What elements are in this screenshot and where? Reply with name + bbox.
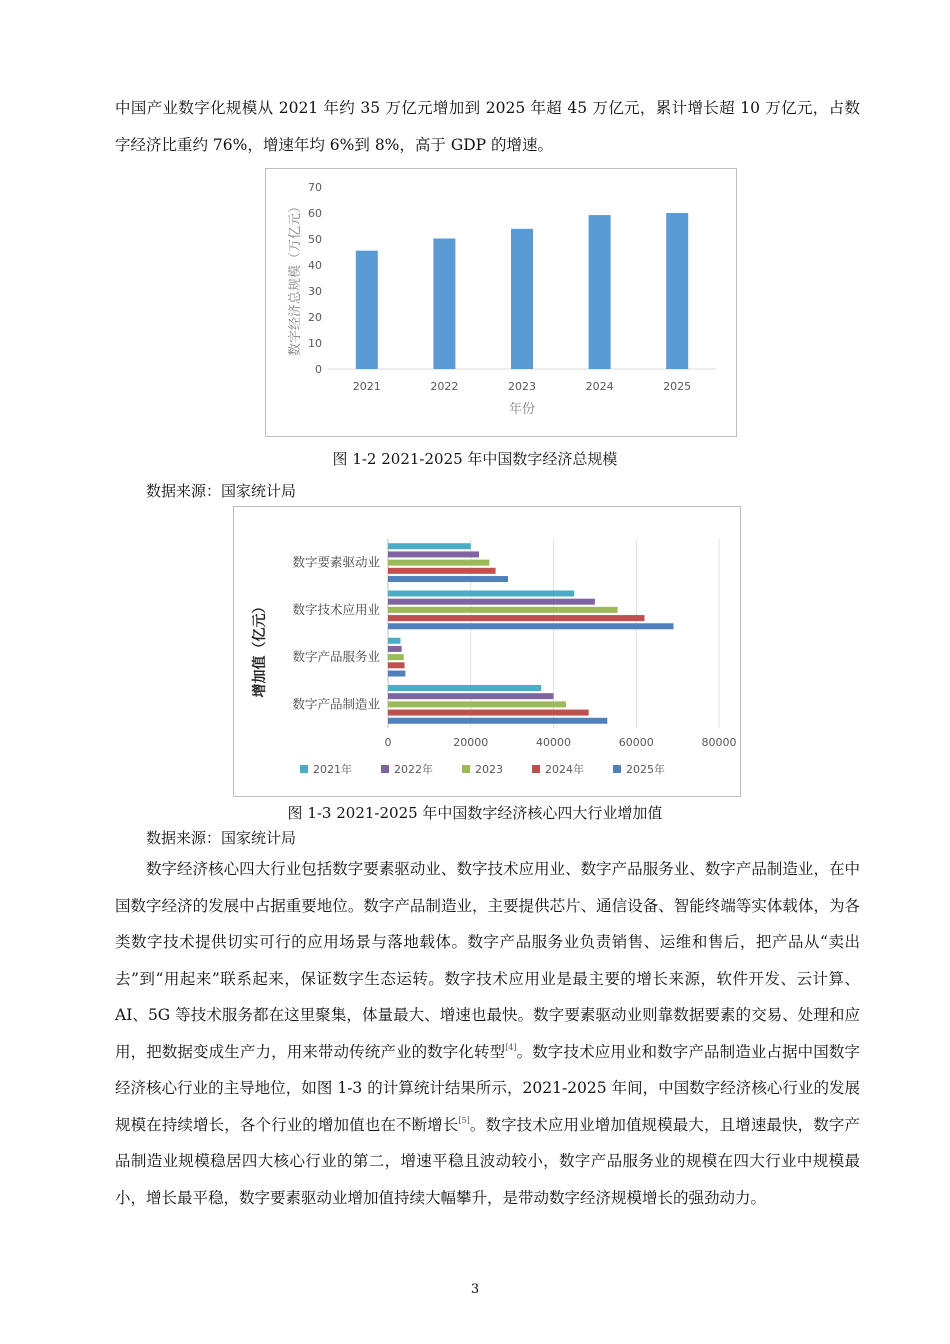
category-label: 数字产品服务业	[292, 649, 380, 665]
x-tick-label: 80000	[701, 736, 737, 749]
bar-数字产品服务业-2022年	[388, 646, 402, 652]
body-paragraph	[115, 851, 860, 1216]
bar-数字产品服务业-2023	[388, 654, 404, 660]
y-tick-label: 40	[308, 259, 322, 272]
bar-数字技术应用业-2023	[388, 607, 618, 613]
legend-label: 2022年	[394, 763, 433, 776]
x-tick-label: 2025	[663, 380, 692, 393]
bar-数字技术应用业-2022年	[388, 599, 595, 605]
legend-swatch	[462, 765, 470, 773]
bar-数字技术应用业-2025年	[388, 623, 673, 629]
legend-label: 2023	[475, 763, 503, 776]
x-tick-label: 2022	[430, 380, 459, 393]
x-tick-label: 2021	[352, 380, 381, 393]
category-label: 数字技术应用业	[292, 601, 380, 617]
category-label: 数字产品制造业	[292, 696, 380, 712]
bar-2025	[666, 213, 688, 369]
page-number: 3	[470, 1282, 480, 1297]
bar-数字产品服务业-2024年	[388, 662, 405, 668]
x-tick-label: 20000	[453, 736, 489, 749]
figure2-caption: 图 1-3 2021-2025 年中国数字经济核心四大行业增加值	[287, 804, 663, 822]
bar-数字产品制造业-2025年	[388, 718, 607, 724]
bar-2024	[589, 215, 611, 369]
total-scale-chart	[266, 169, 736, 436]
y-tick-label: 60	[308, 207, 322, 220]
y-tick-label: 30	[308, 285, 322, 298]
bar-数字产品制造业-2021年	[388, 685, 541, 691]
figure-core-industries	[233, 506, 741, 797]
intro-paragraph: 中国产业数字化规模从 2021 年约 35 万亿元增加到 2025 年超 45 万亿元，累计增长超 10 万亿元，占数字经济比重约 76%，增速年均 6%到 8%，高于 GDP 的增速。	[115, 99, 860, 154]
bar-数字产品制造业-2022年	[388, 693, 554, 699]
bar-数字产品服务业-2021年	[388, 638, 400, 644]
figure-total-scale	[265, 168, 737, 437]
y-tick-label: 0	[315, 363, 322, 376]
bar-数字要素驱动业-2023	[388, 560, 489, 566]
bar-2022	[433, 238, 455, 369]
legend-label: 2021年	[313, 763, 352, 776]
bar-数字产品服务业-2025年	[388, 671, 405, 677]
y-tick-label: 50	[308, 233, 322, 246]
body-text-part2: 。数字技术应用业和数字产品制造业占据中国数字经济核心行业的主导地位，如图 1-3 的计算统计结果所示，2021-2025 年间，中国数字经济核心行业的发展规模在持续增长，各个行业的增加值也在不断增长	[115, 1042, 860, 1134]
bar-数字产品制造业-2023	[388, 701, 566, 707]
x-tick-label: 0	[384, 736, 392, 749]
figure1-caption: 图 1-2 2021-2025 年中国数字经济总规模	[332, 450, 618, 468]
bar-数字产品制造业-2024年	[388, 710, 589, 716]
bar-2021	[356, 251, 378, 369]
legend-label: 2025年	[626, 763, 665, 776]
reference-5[interactable]: [5]	[458, 1115, 470, 1125]
legend-label: 2024年	[545, 763, 584, 776]
category-label: 数字要素驱动业	[292, 554, 380, 570]
bar-数字要素驱动业-2022年	[388, 551, 479, 557]
bar-数字技术应用业-2024年	[388, 615, 645, 621]
x-tick-label: 2023	[508, 380, 536, 393]
body-text-part3: 。数字技术应用业增加值规模最大，且增速最快，数字产品制造业规模稳居四大核心行业的第二，增速平稳且波动较小，数字产品服务业的规模在四大行业中规模最小，增长最平稳，数字要素驱动业增加值持续大幅攀升，是带动数字经济规模增长的强劲动力。	[115, 1115, 860, 1207]
bar-数字要素驱动业-2024年	[388, 568, 496, 574]
bar-数字要素驱动业-2025年	[388, 576, 508, 582]
y-axis-title: 增加值（亿元）	[252, 599, 268, 698]
reference-4[interactable]: [4]	[505, 1042, 517, 1052]
x-tick-label: 2024	[585, 380, 614, 393]
legend-swatch	[300, 765, 308, 773]
x-tick-label: 60000	[618, 736, 654, 749]
bar-数字技术应用业-2021年	[388, 590, 574, 596]
legend-swatch	[532, 765, 540, 773]
x-tick-label: 40000	[536, 736, 571, 749]
bar-2023	[511, 229, 533, 369]
y-tick-label: 10	[308, 337, 322, 350]
figure2-source: 数据来源：国家统计局	[146, 829, 297, 847]
legend-swatch	[613, 765, 621, 773]
bar-数字要素驱动业-2021年	[388, 543, 471, 549]
x-axis-title: 年份	[508, 402, 536, 417]
core-industries-chart	[234, 507, 740, 796]
figure1-source: 数据来源：国家统计局	[146, 482, 297, 500]
body-text-part1: 数字经济核心四大行业包括数字要素驱动业、数字技术应用业、数字产品服务业、数字产品制造业，在中国数字经济的发展中占据重要地位。数字产品制造业，主要提供芯片、通信设备、智能终端等实体载体，为各类数字技术提供切实可行的应用场景与落地载体。数字产品服务业负责销售、运维和售后，把产品从“卖出去”到“用起来”联系起来，保证数字生态运转。数字技术应用业是最主要的增长来源，软件开发、云计算、AI、5G 等技术服务都在这里聚集，体量最大、增速也最快。数字要素驱动业则靠数据要素的交易、处理和应用，把数据变成生产力，用来带动传统产业的数字化转型	[115, 860, 860, 1061]
y-tick-label: 70	[308, 181, 322, 194]
legend-swatch	[381, 765, 389, 773]
y-axis-title: 数字经济总规模（万亿元）	[288, 199, 303, 357]
y-tick-label: 20	[308, 311, 322, 324]
